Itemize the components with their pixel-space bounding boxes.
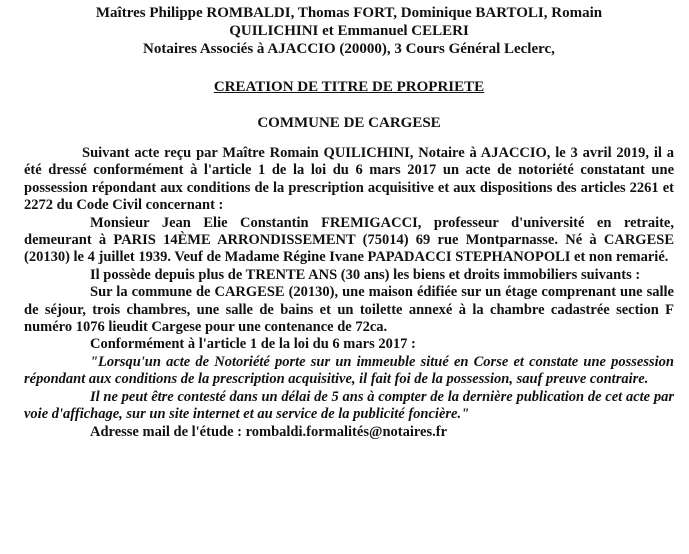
commune-heading: COMMUNE DE CARGESE: [257, 115, 441, 131]
document-page: [24, 4, 674, 441]
property-paragraph: Sur la commune de CARGESE (20130), une maison édifiée sur un étage comprenant une salle de séjour, trois chambres, une salle de bains et un toilette annexé à la chambre cadastrée section F numéro 1076 lieudit Cargese pour une contenance de 72ca.: [24, 284, 674, 336]
law-quote-paragraph-1: "Lorsqu'un acte de Notoriété porte sur un immeuble situé en Corse et constate une possession répondant aux conditions de la prescription acquisitive, il fait foi de la possession, sauf preuve contraire.: [24, 353, 674, 388]
person-paragraph: Monsieur Jean Elie Constantin FREMIGACCI, professeur d'université en retraite, demeurant à PARIS 14ÈME ARRONDISSEMENT (75014) 69 rue Montparnasse. Né à CARGESE (20130) le 4 juillet 1939. Veuf de Madame Régine Ivane PAPADACCI STEPHANOPOLI et non remarié.: [24, 214, 674, 266]
header-line-1: Maîtres Philippe ROMBALDI, Thomas FORT, Dominique BARTOLI, Romain: [95, 5, 603, 21]
header-line-3: Notaires Associés à AJACCIO (20000), 3 Cours Général Leclerc,: [143, 41, 555, 57]
document-title: CREATION DE TITRE DE PROPRIETE: [213, 79, 485, 95]
notary-header: [24, 4, 674, 58]
possession-paragraph: Il possède depuis plus de TRENTE ANS (30 ans) les biens et droits immobiliers suivants :: [90, 266, 641, 283]
law-quote-paragraph-2: Il ne peut être contesté dans un délai de 5 ans à compter de la dernière publication de cet acte par voie d'affichage, sur un site internet et au service de la publicité foncière.": [24, 388, 674, 423]
law-intro-paragraph: Conformément à l'article 1 de la loi du 6 mars 2017 :: [90, 336, 416, 353]
intro-paragraph: Suivant acte reçu par Maître Romain QUILICHINI, Notaire à AJACCIO, le 3 avril 2019, il a été dressé conformément à l'article 1 de la loi du 6 mars 2017 un acte de notoriété constatant une possession répondant aux conditions de la prescription acquisitive et aux dispositions des articles 2261 et 2272 du Code Civil concernant :: [24, 145, 674, 214]
email-paragraph: Adresse mail de l'étude : rombaldi.formalités@notaires.fr: [90, 423, 448, 440]
document-body: [24, 145, 674, 441]
header-line-2: QUILICHINI et Emmanuel CELERI: [229, 23, 469, 39]
